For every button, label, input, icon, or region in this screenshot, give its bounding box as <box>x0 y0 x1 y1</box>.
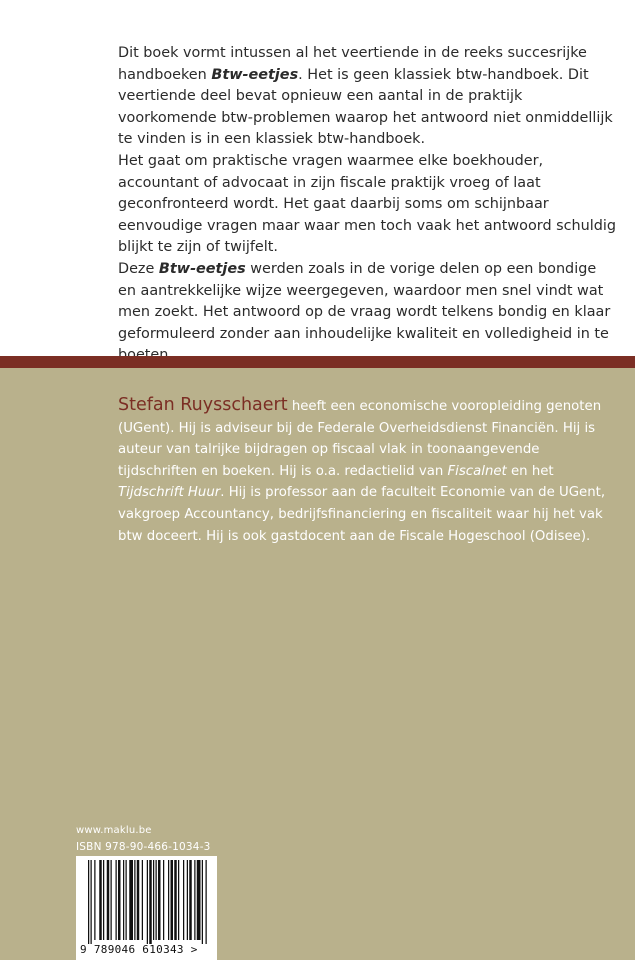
publisher-url: www.maklu.be <box>76 825 152 836</box>
barcode-bar <box>99 860 102 940</box>
barcode-bar <box>118 860 121 940</box>
barcode-bar <box>189 860 192 940</box>
barcode-bar <box>149 860 152 944</box>
description-paragraph-2: Het gaat om praktische vragen waarmee elke boekhouder, accountant of advocaat in zijn fiscale praktijk vroeg of laat geconfronteerd wordt. Het gaat daarbij soms om schijnbaar eenvoudige vragen maar waar men toch vaak het antwoord schuldig blijkt te zijn of twijfelt. <box>118 152 617 256</box>
barcode-bar <box>197 860 201 940</box>
barcode-bar <box>123 860 124 940</box>
barcode-digits: 9 789046 610343 > <box>80 943 198 956</box>
barcode-bar <box>94 860 95 940</box>
barcode-bar <box>91 860 92 944</box>
barcode-bar <box>168 860 169 940</box>
barcode-bar <box>187 860 188 940</box>
barcode-bar <box>202 860 203 944</box>
barcode-bar <box>156 860 157 940</box>
barcode-bars <box>76 856 217 944</box>
author-bio: Stefan Ruysschaert heeft een economische vooropleiding genoten (UGent). Hij is adviseur bij de Federale Overheidsdienst Financiën. Hij is auteur van talrijke bijdragen op fiscaal vlak in toonaangevende tijdschriften en boeken. Hij is o.a. redactielid van Fiscalnet en het Tijdschrift Huur. Hij is professor aan de faculteit Economie van de UGent, vakgroep Accountancy, bedrijfsfinanciering en fiscaliteit waar hij het vak btw doceert. Hij is ook gastdocent aan de Fiscale Hogeschool (Odisee). <box>118 395 606 544</box>
barcode-bar <box>137 860 140 940</box>
author-name: Stefan Ruysschaert <box>118 395 288 415</box>
barcode-bar <box>134 860 135 940</box>
series-title: Btw-eetjes <box>211 66 299 83</box>
divider-band <box>0 356 635 368</box>
barcode-bar <box>88 860 89 944</box>
barcode-bar <box>116 860 117 940</box>
barcode-bar <box>158 860 161 940</box>
barcode-bar <box>153 860 154 940</box>
isbn-label: ISBN 978-90-466-1034-3 <box>76 841 211 853</box>
barcode-bar <box>126 860 127 940</box>
barcode <box>76 856 217 960</box>
publication-fiscalnet: Fiscalnet <box>447 463 507 479</box>
barcode-bar <box>206 860 207 944</box>
barcode-bar <box>163 860 164 940</box>
barcode-bar <box>174 860 177 940</box>
blurb-panel <box>0 0 635 356</box>
barcode-bar <box>194 860 195 940</box>
barcode-bar <box>103 860 104 940</box>
book-description <box>118 43 618 367</box>
barcode-bar <box>147 860 148 944</box>
publication-tijdschrift-huur: Tijdschrift Huur <box>118 485 221 501</box>
description-paragraph-3: Deze Btw-eetjes werden zoals in de vorige delen op een bondige en aantrekkelijke wijze weergegeven, waardoor men snel vindt wat men zoekt. Het antwoord op de vraag wordt telkens bondig en klaar geformuleerd zonder aan inhoudelijke kwaliteit en volledigheid in te <box>118 260 611 342</box>
barcode-bar <box>111 860 112 940</box>
barcode-bar <box>183 860 184 940</box>
description-paragraph-1: Dit boek vormt intussen al het veertiende in de reeks succesrijke handboeken Btw-eetjes. Het is geen klassiek btw-handboek. Dit veertiende deel bevat opnieuw een aantal in de praktijk voorkomende btw-problemen waarop het antwoord niet onmiddellijk te vinden is in een klassiek btw-handboek. <box>118 45 613 148</box>
barcode-bar <box>142 860 143 940</box>
barcode-bar <box>171 860 174 940</box>
barcode-bar <box>178 860 179 940</box>
barcode-bar <box>107 860 110 940</box>
barcode-bar <box>129 860 133 940</box>
series-title: Btw-eetjes <box>158 260 246 277</box>
